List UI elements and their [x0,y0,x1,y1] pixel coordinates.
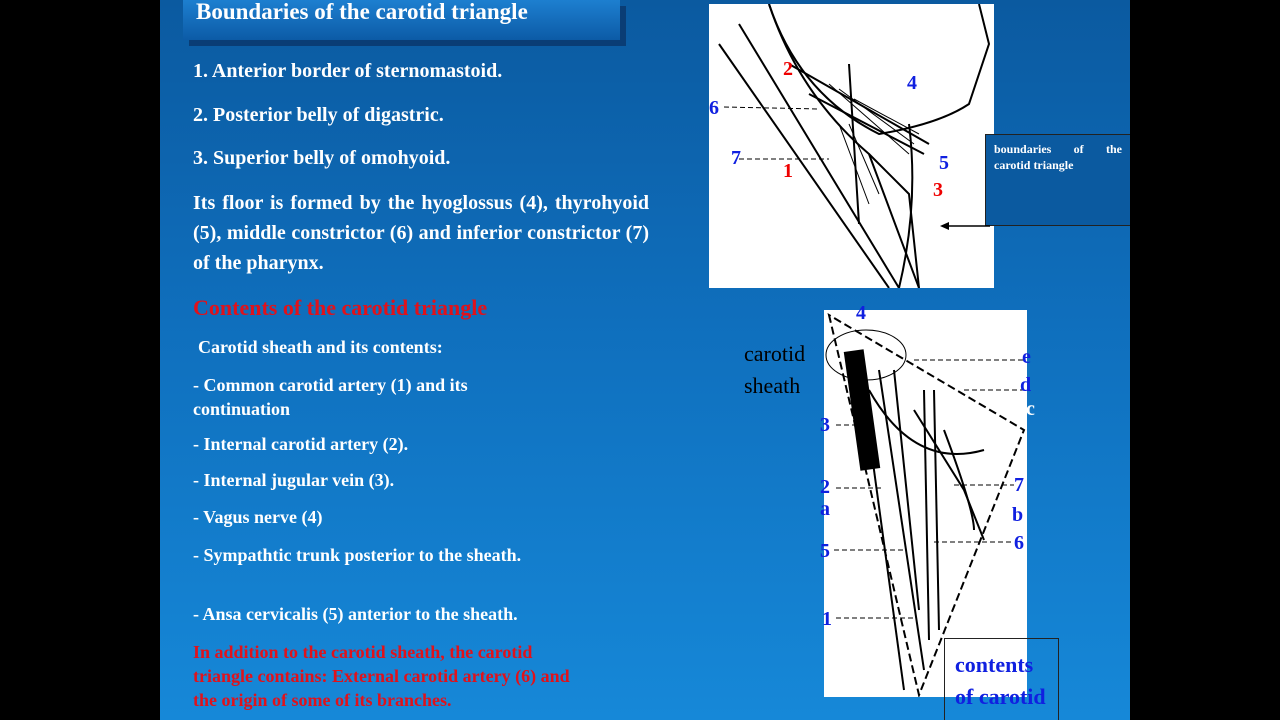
content-item: - Vagus nerve (4) [193,507,323,527]
content-item: - Internal carotid artery (2). [193,434,409,454]
boundary-3: 3. Superior belly of omohyoid. [193,147,451,169]
sheath-heading: Carotid sheath and its contents: [198,337,443,357]
contents-heading: Contents of the carotid triangle [193,295,488,320]
fig1-label: 1 [783,160,793,182]
boundary-2: 2. Posterior belly of digastric. [193,104,444,126]
fig2-label: d [1020,374,1032,396]
content-item: - Ansa cervicalis (5) anterior to the sheath. [193,604,518,624]
content-item: - Sympathtic trunk posterior to the sheath. [193,545,522,565]
floor-text: Its floor is formed by the hyoglossus (4), thyrohyoid (5), middle constrictor (6) and inferior constrictor (7) of the pharynx. [193,192,649,274]
fig1-label: 3 [933,179,943,201]
fig2-label: 3 [820,414,830,436]
fig1-label: 2 [783,58,793,80]
fig2-label: b [1012,504,1024,526]
slide-title: Boundaries of the carotid triangle [183,0,620,40]
fig2-label: c [1026,398,1035,420]
slide [160,0,1130,720]
arrow-icon [940,218,990,232]
fig2-label: 2 [820,476,830,498]
fig1-label: 5 [939,152,949,174]
fig2-label: a [820,498,830,520]
fig2-label: 5 [820,540,830,562]
callout-contents: contents of carotid [944,638,1059,720]
boundary-1: 1. Anterior border of sternomastoid. [193,60,503,82]
figure-boundaries [709,4,994,288]
fig1-label: 6 [709,97,719,119]
content-item: - Common carotid artery (1) and its continuation [193,375,468,419]
callout-boundaries: boundaries of the carotid triangle [985,134,1130,226]
fig2-label: 1 [822,608,832,630]
addition-text: In addition to the carotid sheath, the carotid triangle contains: External carotid artery (6) and the origin of some of its branches. [193,642,570,710]
fig2-label: 6 [1014,532,1024,554]
fig2-label: e [1022,346,1031,368]
fig1-label: 4 [907,72,917,94]
fig2-label: 4 [856,302,866,324]
content-item: - Internal jugular vein (3). [193,470,395,490]
fig2-label: 7 [1014,474,1024,496]
neck-illustration [709,4,994,288]
fig1-label: 7 [731,147,741,169]
carotid-sheath-label: carotid sheath [744,341,806,398]
